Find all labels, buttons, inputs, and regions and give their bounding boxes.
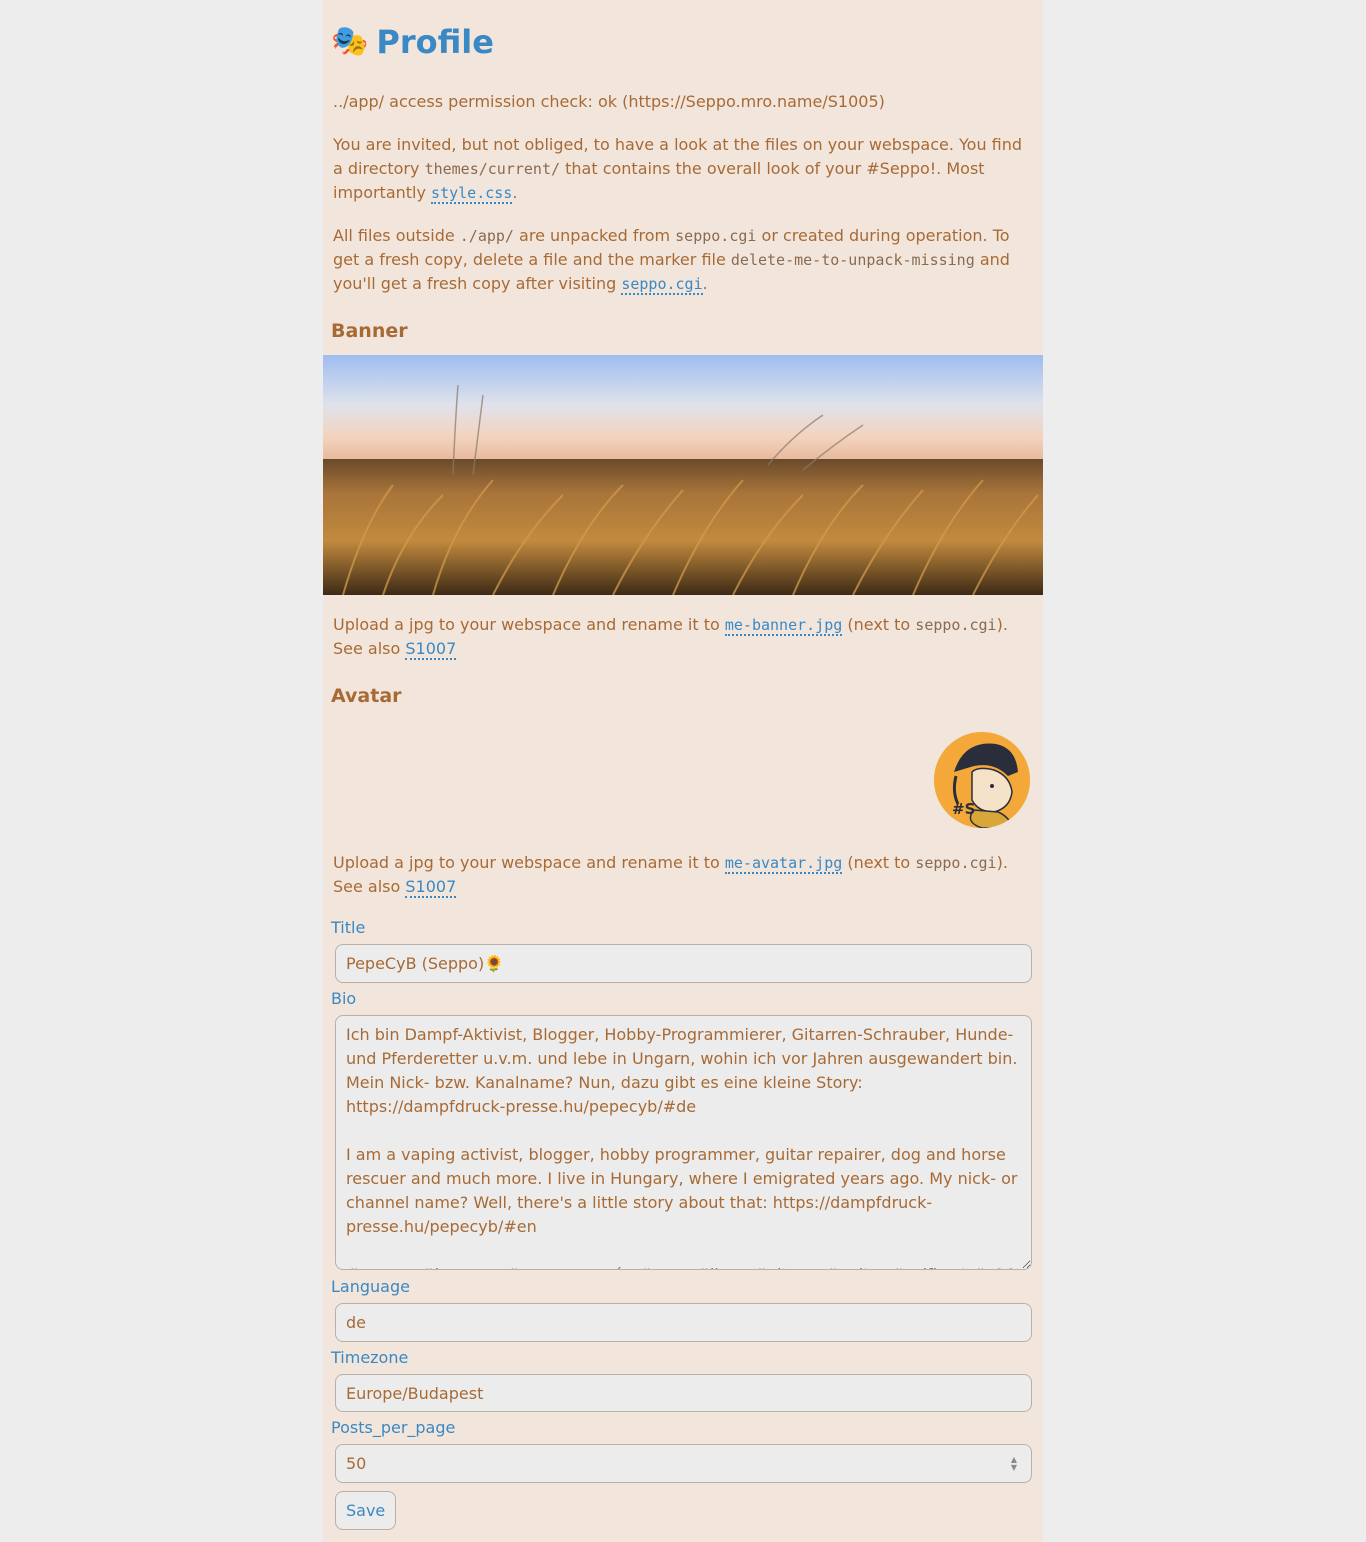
avatar [934,732,1030,828]
seppo-cgi-code: seppo.cgi [915,854,997,872]
avatar-help-text: Upload a jpg to your webspace and rename it to [333,853,725,872]
me-banner-link[interactable]: me-banner.jpg [724,616,843,634]
avatar-help-text: (next to [842,853,916,872]
posts-per-page-label: Posts_per_page [331,1418,456,1437]
language-input[interactable] [335,1303,1032,1342]
avatar-help-text: ). See also [333,853,1008,896]
title-label: Title [331,918,366,937]
themes-dir-code: themes/current/ [424,160,561,178]
avatar-image [934,732,1030,828]
files-text: are unpacked from [513,226,676,245]
posts-per-page-value: 50 [346,1454,367,1473]
avatar-help [333,851,1033,899]
banner-grass-field [323,355,1043,595]
title-input[interactable] [335,944,1032,983]
posts-per-page-input[interactable] [335,1444,1032,1483]
language-label: Language [331,1277,410,1296]
files-text: . [702,274,708,293]
banner-help-text: ). See also [333,615,1008,658]
avatar-heading: Avatar [331,685,402,707]
timezone-label: Timezone [331,1348,409,1367]
me-avatar-link[interactable]: me-avatar.jpg [724,854,843,872]
banner-help-text: (next to [842,615,916,634]
files-paragraph [333,224,1033,296]
banner-heading: Banner [331,320,408,342]
marker-file-code: delete-me-to-unpack-missing [730,251,975,269]
banner-help [333,613,1033,661]
page-title-text: Profile [376,23,494,61]
banner-help-text: Upload a jpg to your webspace and rename it to [333,615,725,634]
save-button[interactable]: Save [335,1491,396,1530]
files-text: or created during operation. To get a fresh copy, delete a file and the marker file [333,226,1010,269]
app-dir-code: ./app/ [459,227,514,245]
intro-text: . [512,183,518,202]
seppo-cgi-code: seppo.cgi [675,227,757,245]
banner-image [323,355,1043,595]
avatar-badge: #S [952,800,976,818]
profile-page [323,0,1043,1542]
page-title [323,0,1043,64]
timezone-input[interactable] [335,1374,1032,1412]
bio-label: Bio [331,989,357,1008]
bio-textarea[interactable] [335,1015,1032,1270]
seppo-cgi-link[interactable]: seppo.cgi [621,275,703,293]
s1007-link[interactable]: S1007 [405,639,457,658]
files-text: and you'll get a fresh copy after visiting [333,250,1010,293]
number-stepper-icon[interactable]: ▲ ▼ [1010,1454,1018,1472]
seppo-cgi-code: seppo.cgi [915,616,997,634]
permission-check: ../app/ access permission check: ok (https://Seppo.mro.name/S1005) [333,92,885,111]
intro-paragraph [333,133,1033,205]
style-css-link[interactable]: style.css [431,184,513,202]
intro-text: that contains the overall look of your #Seppo!. Most importantly [333,159,985,202]
s1007-link[interactable]: S1007 [405,877,457,896]
intro-text: You are invited, but not obliged, to have a look at the files on your webspace. You find a directory [333,135,1023,178]
files-text: All files outside [333,226,460,245]
performing-arts-icon: 🎭 [331,24,369,59]
